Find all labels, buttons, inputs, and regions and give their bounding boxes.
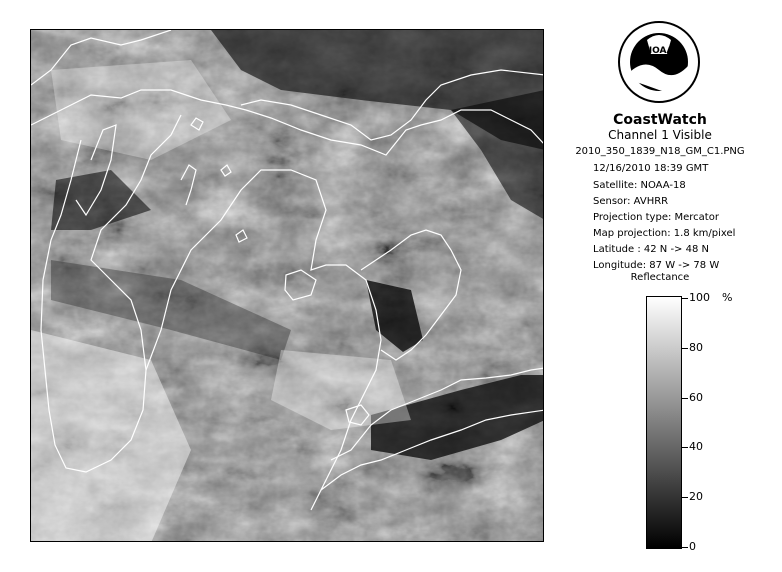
reflectance-colorbar — [646, 296, 682, 549]
colorbar-tick — [682, 547, 688, 548]
satellite-image — [30, 29, 544, 542]
noaa-logo — [617, 20, 701, 104]
colorbar-tick-label: 20 — [689, 490, 703, 503]
meta-map-projection: Map projection: 1.8 km/pixel — [593, 228, 736, 239]
product-filename: 2010_350_1839_N18_GM_C1.PNG — [575, 146, 745, 157]
product-title: CoastWatch — [613, 112, 707, 128]
colorbar-tick — [682, 497, 688, 498]
colorbar-unit: % — [722, 291, 733, 304]
colorbar-tick-label: 0 — [689, 540, 696, 553]
meta-latitude: Latitude : 42 N -> 48 N — [593, 244, 709, 255]
meta-longitude: Longitude: 87 W -> 78 W — [593, 260, 720, 271]
meta-datetime: 12/16/2010 18:39 GMT — [593, 163, 709, 174]
meta-projection-type: Projection type: Mercator — [593, 212, 719, 223]
colorbar-tick — [682, 348, 688, 349]
colorbar-tick — [682, 447, 688, 448]
meta-satellite: Satellite: NOAA-18 — [593, 180, 686, 191]
colorbar-label: Reflectance — [630, 272, 690, 283]
meta-sensor: Sensor: AVHRR — [593, 196, 669, 207]
colorbar-tick-label: 40 — [689, 440, 703, 453]
colorbar-tick — [682, 398, 688, 399]
product-subtitle: Channel 1 Visible — [608, 128, 712, 142]
noaa-logo-text: NOAA — [644, 46, 674, 56]
colorbar-tick-label: 80 — [689, 341, 703, 354]
colorbar-tick-label: 60 — [689, 391, 703, 404]
colorbar-tick-label: 100 — [689, 291, 710, 304]
colorbar-tick — [682, 298, 688, 299]
